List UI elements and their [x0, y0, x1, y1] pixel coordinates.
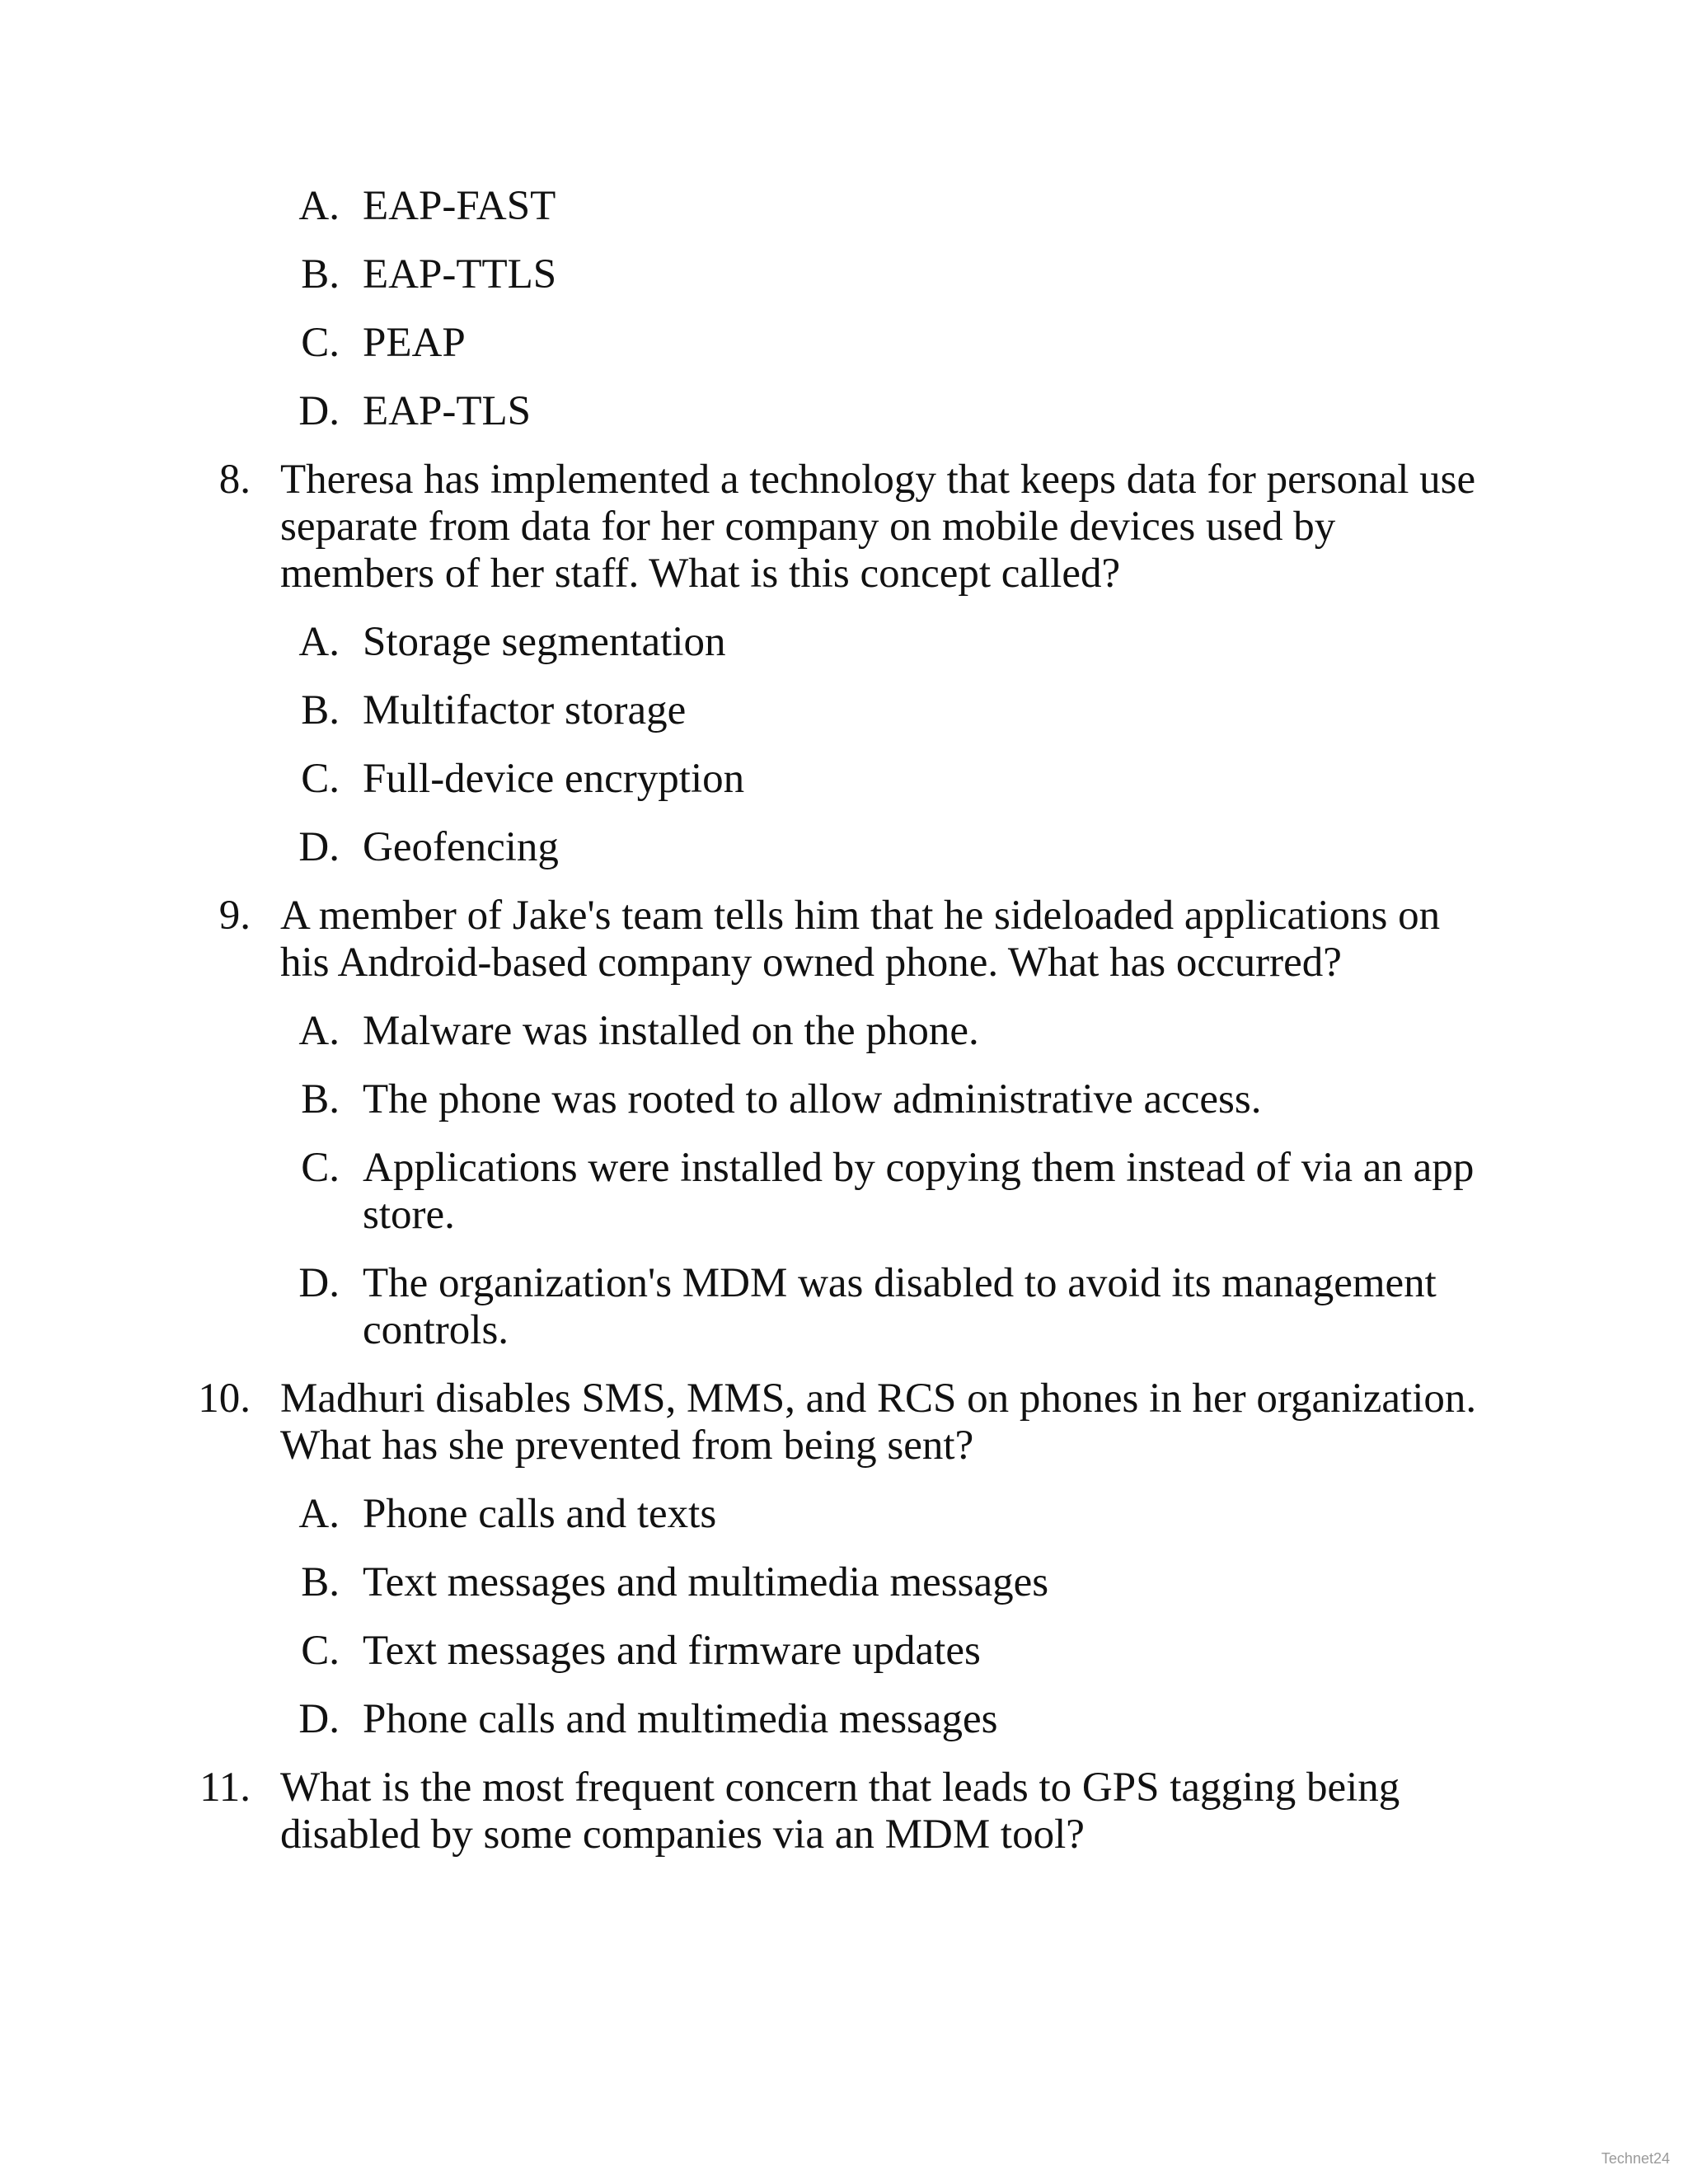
option-letter: B. [301, 687, 340, 733]
question-text: Madhuri disables SMS, MMS, and RCS on phones in her organization. What has she prevented from being sent? [280, 1376, 1477, 1469]
question-text: Theresa has implemented a technology that keeps data for personal use separate from data for her company on mobile devices used by members of her staff. What is this concept called? [280, 457, 1476, 597]
question-11 [0, 1765, 1492, 1858]
option-item [0, 320, 1500, 367]
question-text: What is the most frequent concern that leads to GPS tagging being disabled by some companies via an MDM tool? [280, 1765, 1400, 1858]
option-letter: D. [298, 1696, 340, 1742]
option-text: Text messages and multimedia messages [363, 1559, 1049, 1605]
option-letter: B. [301, 251, 340, 298]
option-letter: D. [298, 1260, 340, 1306]
option-letter: C. [301, 320, 340, 366]
option-item [0, 388, 1500, 435]
question-8 [0, 457, 1492, 598]
question-number: 11. [199, 1765, 251, 1811]
option-item [0, 756, 1500, 803]
option-text: Phone calls and texts [363, 1491, 717, 1537]
option-letter: C. [301, 1145, 340, 1191]
question-number: 8. [218, 457, 251, 503]
option-item [0, 1628, 1500, 1675]
option-text: The organization's MDM was disabled to avoid its management controls. [363, 1260, 1437, 1353]
option-text: Phone calls and multimedia messages [363, 1696, 998, 1742]
option-text: EAP-TLS [363, 388, 531, 434]
option-text: Storage segmentation [363, 619, 726, 665]
option-text: Text messages and firmware updates [363, 1628, 981, 1674]
option-item [0, 1145, 1500, 1239]
option-letter: A. [298, 619, 340, 665]
option-item [0, 824, 1500, 871]
option-item [0, 1008, 1500, 1055]
option-text: PEAP [363, 320, 466, 366]
option-text: Multifactor storage [363, 687, 687, 733]
option-item [0, 1559, 1500, 1606]
option-letter: B. [301, 1076, 340, 1122]
question-number: 10. [198, 1376, 251, 1422]
option-item [0, 183, 1500, 230]
option-letter: A. [298, 183, 340, 229]
option-text: Geofencing [363, 824, 559, 870]
option-text: Applications were installed by copying them instead of via an app store. [363, 1145, 1475, 1238]
option-text: Malware was installed on the phone. [363, 1008, 979, 1054]
option-item [0, 1260, 1500, 1354]
option-item [0, 1076, 1500, 1123]
option-item [0, 1491, 1500, 1538]
option-letter: B. [301, 1559, 340, 1605]
question-number: 9. [218, 893, 251, 939]
option-text: The phone was rooted to allow administrative access. [363, 1076, 1262, 1122]
option-letter: C. [301, 1628, 340, 1674]
watermark: Technet24 [1601, 2150, 1670, 2167]
option-letter: A. [298, 1491, 340, 1537]
option-item [0, 619, 1500, 666]
option-item [0, 251, 1500, 298]
option-text: EAP-FAST [363, 183, 556, 229]
option-letter: C. [301, 756, 340, 802]
question-9 [0, 893, 1492, 987]
question-10 [0, 1376, 1492, 1469]
option-item [0, 687, 1500, 734]
option-text: Full-device encryption [363, 756, 745, 802]
option-letter: D. [298, 388, 340, 434]
option-letter: A. [298, 1008, 340, 1054]
option-item [0, 1696, 1500, 1743]
option-letter: D. [298, 824, 340, 870]
question-text: A member of Jake's team tells him that he sideloaded applications on his Android-based company owned phone. What has occurred? [280, 893, 1441, 986]
option-text: EAP-TTLS [363, 251, 557, 298]
question-list [0, 183, 1688, 1880]
